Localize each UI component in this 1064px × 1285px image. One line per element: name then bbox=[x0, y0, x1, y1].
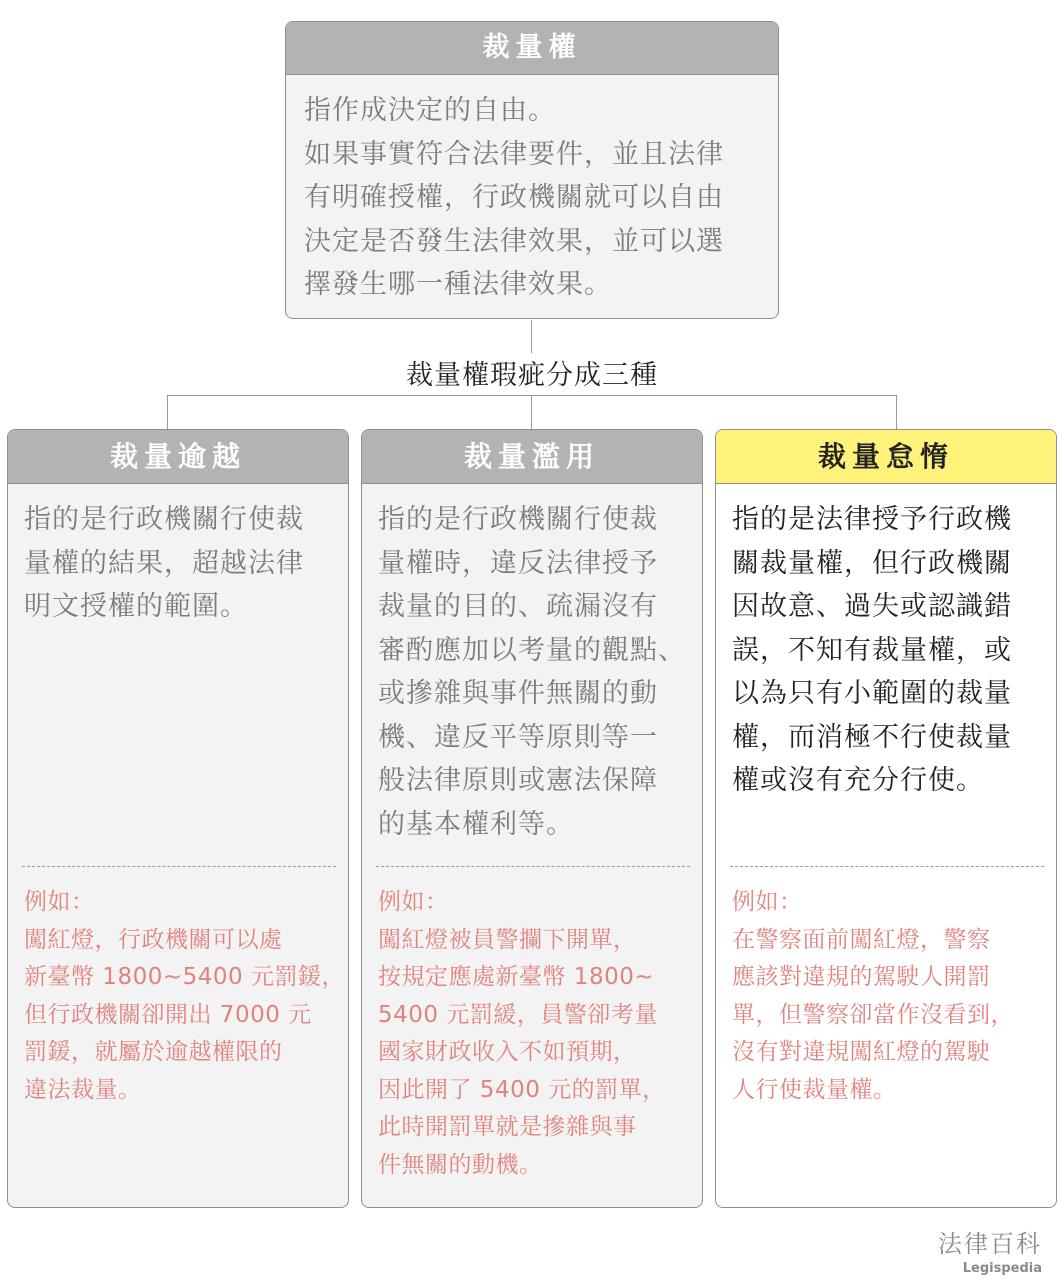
text-line: 機、違反平等原則等一 bbox=[378, 721, 658, 753]
example-line: 按規定應處新臺幣 1800~ bbox=[378, 964, 655, 990]
divider bbox=[730, 866, 1044, 867]
logo-subtitle: Legispedia bbox=[962, 1261, 1042, 1276]
text-line: 量權時，違反法律授予 bbox=[378, 547, 658, 579]
example-line: 違法裁量。 bbox=[24, 1076, 142, 1103]
text-line: 誤，不知有裁量權，或 bbox=[732, 634, 1012, 666]
card-title: 裁量濫用 bbox=[362, 430, 702, 484]
top-concept-text bbox=[286, 75, 778, 307]
text-line: 明文授權的範圍。 bbox=[24, 591, 248, 622]
text-line: 擇發生哪一種法律效果。 bbox=[304, 269, 612, 300]
text-line: 權，而消極不行使裁量 bbox=[732, 721, 1012, 753]
text-line: 或摻雜與事件無關的動 bbox=[378, 678, 658, 709]
example-label: 例如： bbox=[24, 889, 95, 915]
example-line: 國家財政收入不如預期， bbox=[378, 1039, 637, 1065]
text-line: 指作成決定的自由。 bbox=[304, 95, 556, 126]
text-line: 指的是法律授予行政機 bbox=[732, 504, 1012, 535]
text-line: 審酌應加以考量的觀點、 bbox=[378, 634, 686, 666]
text-line: 決定是否發生法律效果，並可以選 bbox=[304, 225, 724, 257]
top-concept-title: 裁量權 bbox=[286, 22, 778, 75]
example-line: 在警察面前闖紅燈，警察 bbox=[732, 926, 991, 953]
example-line: 應該對違規的駕駛人開罰 bbox=[732, 964, 991, 990]
card-text bbox=[716, 484, 1056, 803]
connector-top bbox=[531, 320, 532, 356]
top-concept-box bbox=[285, 21, 779, 319]
example-line: 單，但警察卻當作沒看到， bbox=[732, 1001, 1014, 1028]
text-line: 有明確授權，行政機關就可以自由 bbox=[304, 182, 724, 213]
example-line: 件無關的動機。 bbox=[378, 1151, 543, 1178]
legispedia-logo bbox=[938, 1224, 1042, 1276]
example-block bbox=[24, 884, 345, 1109]
example-line: 闖紅燈，行政機關可以處 bbox=[24, 926, 283, 953]
example-line: 沒有對違規闖紅燈的駕駛 bbox=[732, 1039, 991, 1065]
text-line: 如果事實符合法律要件，並且法律 bbox=[304, 138, 724, 170]
text-line: 因故意、過失或認識錯 bbox=[732, 591, 1012, 622]
example-line: 闖紅燈被員警攔下開單， bbox=[378, 926, 637, 953]
logo-name: 法律百科 bbox=[938, 1230, 1042, 1258]
card-abuse-discretion bbox=[361, 429, 703, 1208]
example-line: 但行政機關卻開出 7000 元 bbox=[24, 1001, 312, 1028]
example-block bbox=[732, 884, 1014, 1109]
example-label: 例如： bbox=[732, 889, 803, 915]
example-line: 新臺幣 1800~5400 元罰鍰， bbox=[24, 964, 345, 990]
example-line: 罰鍰，就屬於逾越權限的 bbox=[24, 1039, 283, 1065]
branch-label: 裁量權瑕疵分成三種 bbox=[300, 353, 764, 392]
text-line: 關裁量權，但行政機關 bbox=[732, 547, 1012, 579]
text-line: 裁量的目的、疏漏沒有 bbox=[378, 591, 658, 622]
text-line: 量權的結果，超越法律 bbox=[24, 547, 304, 579]
example-label: 例如： bbox=[378, 889, 449, 915]
card-text bbox=[8, 484, 348, 629]
connector-horizontal bbox=[167, 395, 897, 396]
card-neglect-discretion bbox=[715, 429, 1057, 1208]
text-line: 權或沒有充分行使。 bbox=[732, 765, 984, 796]
text-line: 以為只有小範圍的裁量 bbox=[732, 678, 1012, 709]
example-block bbox=[378, 884, 666, 1184]
divider bbox=[22, 866, 336, 867]
example-line: 5400 元罰緩，員警卻考量 bbox=[378, 1001, 658, 1028]
card-title: 裁量逾越 bbox=[8, 430, 348, 484]
card-title: 裁量怠惰 bbox=[716, 430, 1056, 484]
text-line: 指的是行政機關行使裁 bbox=[24, 504, 304, 535]
card-excess-discretion bbox=[7, 429, 349, 1208]
divider bbox=[376, 866, 690, 867]
text-line: 般法律原則或憲法保障 bbox=[378, 765, 658, 796]
card-text bbox=[362, 484, 702, 846]
connector-left bbox=[167, 395, 168, 429]
text-line: 的基本權利等。 bbox=[378, 808, 574, 840]
example-line: 人行使裁量權。 bbox=[732, 1076, 897, 1103]
connector-right bbox=[896, 395, 897, 429]
example-line: 因此開了 5400 元的罰單， bbox=[378, 1076, 666, 1103]
text-line: 指的是行政機關行使裁 bbox=[378, 504, 658, 535]
connector-middle bbox=[531, 395, 532, 429]
example-line: 此時開罰單就是摻雜與事 bbox=[378, 1114, 637, 1140]
